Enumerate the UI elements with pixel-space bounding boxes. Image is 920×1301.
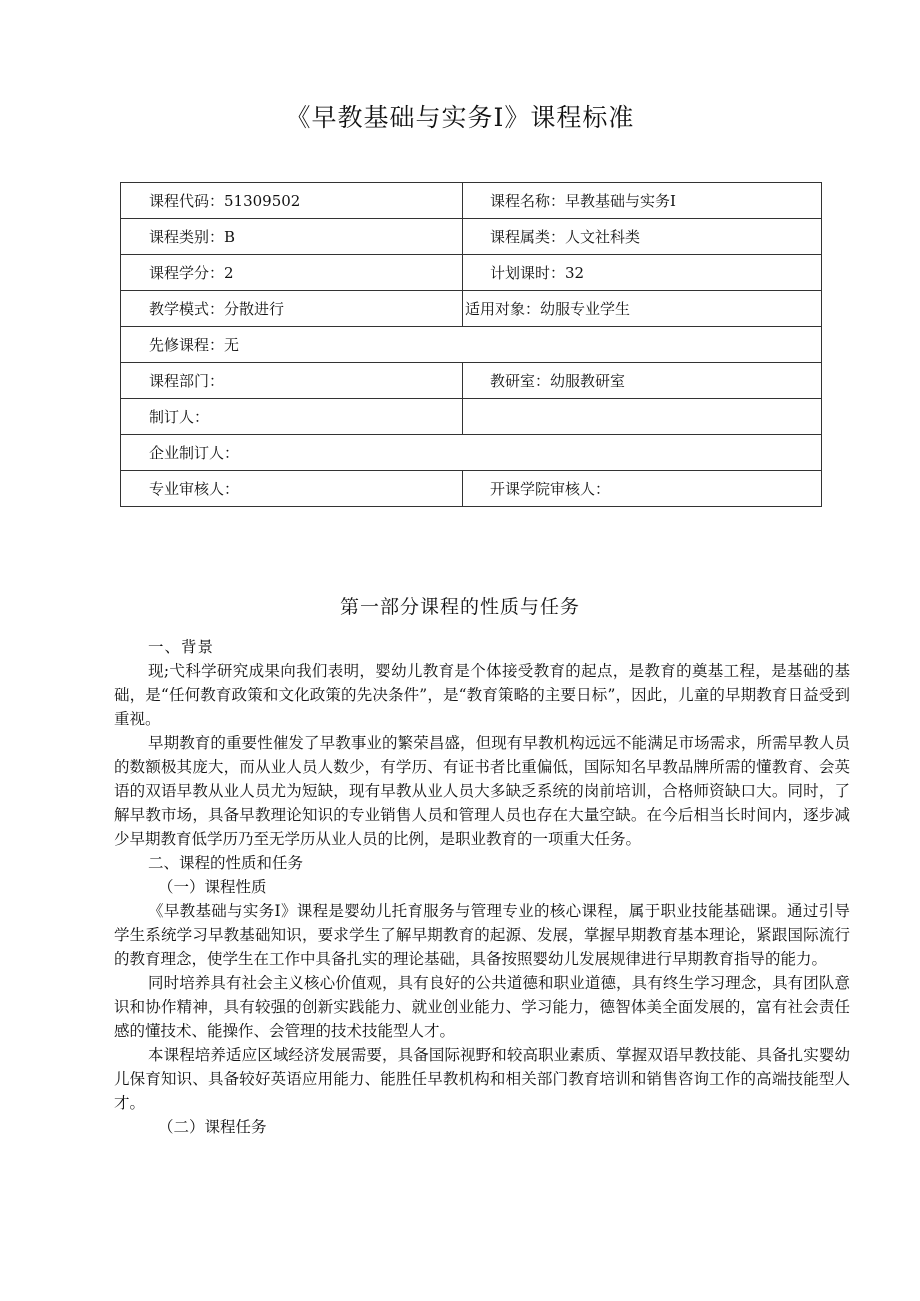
paragraph: 《早教基础与实务I》课程是婴幼儿托育服务与管理专业的核心课程，属于职业技能基础课。通过引导学生系统学习早教基础知识，要求学生了解早期教育的起源、发展，掌握早期教育基本理论，紧跟国际流行的教育理念，使学生在工作中具备扎实的理论基础，具备按照婴幼儿发展规律进行早期教育指导的能力。 bbox=[114, 902, 850, 968]
major-reviewer-cell: 专业审核人： bbox=[121, 471, 463, 507]
table-row bbox=[121, 219, 822, 255]
paragraph: 早期教育的重要性催发了早教事业的繁荣昌盛，但现有早教机构远远不能满足市场需求，所需早教人员的数额极其庞大，而从业人员人数少，有学历、有证书者比重偏低，国际知名早教品牌所需的懂教育、会英语的双语早教从业人员尤为短缺，现有早教从业人员大多缺乏系统的岗前培训，合格师资缺口大。同时，了解早教市场，具备早教理论知识的专业销售人员和管理人员也存在大量空缺。在今后相当长时间内，逐步减少早期教育低学历乃至无学历从业人员的比例，是职业教育的一项重大任务。 bbox=[114, 734, 850, 848]
course-name-cell: 课程名称：早教基础与实务I bbox=[463, 183, 822, 219]
teaching-office-cell: 教研室：幼服教研室 bbox=[463, 363, 822, 399]
heading-course-nature: （一）课程性质 bbox=[158, 878, 267, 896]
prerequisite-cell: 先修课程：无 bbox=[121, 327, 822, 363]
table-row bbox=[121, 327, 822, 363]
section-body bbox=[114, 635, 850, 1139]
paragraph: 现;弋科学研究成果向我们表明，婴幼儿教育是个体接受教育的起点，是教育的奠基工程，是基础的基础，是“任何教育政策和文化政策的先决条件”，是“教育策略的主要日标”，因此，儿童的早期教育日益受到重视。 bbox=[114, 662, 850, 728]
table-row bbox=[121, 435, 822, 471]
college-reviewer-cell: 开课学院审核人： bbox=[463, 471, 822, 507]
heading-course-task: （二）课程任务 bbox=[158, 1118, 267, 1136]
course-category-cell: 课程属类：人文社科类 bbox=[463, 219, 822, 255]
table-row bbox=[121, 471, 822, 507]
table-row bbox=[121, 291, 822, 327]
author-cell: 制订人： bbox=[121, 399, 463, 435]
paragraph: 同时培养具有社会主义核心价值观，具有良好的公共道德和职业道德，具有终生学习理念，具有团队意识和协作精神，具有较强的创新实践能力、就业创业能力、学习能力，德智体美全面发展的，富有社会责任感的懂技术、能操作、会管理的技术技能型人才。 bbox=[114, 974, 850, 1040]
department-cell: 课程部门： bbox=[121, 363, 463, 399]
credits-cell: 课程学分：2 bbox=[121, 255, 463, 291]
document-title: 《早教基础与实务I》课程标准 bbox=[285, 103, 635, 132]
paragraph: 本课程培养适应区域经济发展需要，具备国际视野和较高职业素质、掌握双语早教技能、具备扎实婴幼儿保育知识、具备较好英语应用能力、能胜任早教机构和相关部门教育培训和销售咨询工作的高端技能型人才。 bbox=[114, 1046, 850, 1112]
enterprise-author-cell: 企业制订人： bbox=[121, 435, 822, 471]
table-row bbox=[121, 399, 822, 435]
course-info-table bbox=[120, 182, 822, 507]
section-title: 第一部分课程的性质与任务 bbox=[339, 596, 580, 618]
planned-hours-cell: 计划课时：32 bbox=[463, 255, 822, 291]
course-type-cell: 课程类别：B bbox=[121, 219, 463, 255]
table-row bbox=[121, 363, 822, 399]
course-code-cell: 课程代码：51309502 bbox=[121, 183, 463, 219]
empty-cell bbox=[463, 399, 822, 435]
heading-background: 一、背景 bbox=[148, 638, 215, 656]
teaching-mode-cell: 教学模式：分散进行 bbox=[121, 291, 463, 327]
heading-nature-task: 二、课程的性质和任务 bbox=[148, 854, 304, 872]
table-row bbox=[121, 255, 822, 291]
target-audience-cell: 适用对象：幼服专业学生 bbox=[463, 291, 822, 327]
table-row bbox=[121, 183, 822, 219]
